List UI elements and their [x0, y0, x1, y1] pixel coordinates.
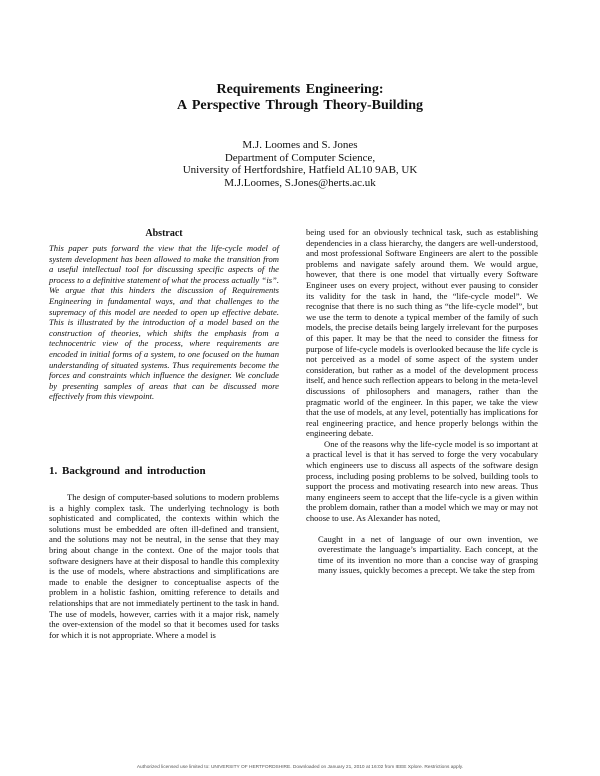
- right-paragraph-2: One of the reasons why the life-cycle model is so important at a practical level is that it has served to forge the very vocabulary which engineers use to discuss all aspects of the software design process, including posing problems to be solved, building tools to support the process and motivating research into new areas. Thus many engineers seem to accept that the life-cycle is a given within the problem domain, rather than a model which we may or may not choose to use. As Alexander has noted,: [306, 438, 538, 524]
- abstract-heading: Abstract: [145, 228, 183, 239]
- authors: M.J. Loomes and S. Jones: [242, 139, 358, 151]
- author-block: [0, 139, 600, 189]
- department: Department of Computer Science,: [224, 151, 376, 164]
- abstract-text: This paper puts forward the view that the life-cycle model of system development has been allowed to make the transition from a useful intellectual tool for discussing specific aspects of the process to a definitive statement of what the process actually “is”. We argue that this hinders the discussion of Requirements Engineering in fundamental ways, and that challenges to the supremacy of this model are needed to open up effective debate. This is illustrated by the introduction of a model based on the construction of theories, which shifts the emphasis from a technocentric view of the process, where requirements are encoded in initial forms of a system, to one focused on the human understanding of situated systems. Thus requirements become the forces and constraints which influence the designer. We conclude by presenting samples of areas that can be discussed more effectively from this viewpoint.: [49, 243, 279, 402]
- intro-paragraph: The design of computer-based solutions to modern problems is a highly complex task. The underlying technology is both sophisticated and complicated, the contexts within which the solutions must be embedded are often ill-defined and transient, and the solutions may not be neutral, in the sense that they may bring about change in the context. One of the major tools that software designers have at their disposal to handle this complexity is the use of models, where abstractions and simplifications are made to enable the designer to conceptualise aspects of the problem in a holistic fashion, omitting reference to details and relationships that are not immediately pertinent to the task in hand. The use of models, however, carries with it a major risk, namely the over-extension of the model so that it becomes used for tasks for which it is not appropriate. Where a model is: [49, 492, 279, 640]
- block-quote: Caught in a net of language of our own invention, we overestimate the language’s impartiality. Each concept, at the time of its invention no more than a concise way of grasping many issues, quickly becomes a precept. We take the step from: [318, 533, 538, 576]
- emails: M.J.Loomes, S.Jones@herts.ac.uk: [224, 176, 376, 189]
- paper-title-line1: Requirements Engineering:: [216, 82, 384, 97]
- section-heading: 1. Background and introduction: [49, 465, 206, 477]
- right-paragraph-1: being used for an obviously technical task, such as establishing dependencies in a class hierarchy, the dangers are well-understood, and most professional Software Engineers are alert to the possible problems and navigate safely around them. We would argue, however, that there is one model that virtually every Software Engineer uses on every project, without ever pausing to consider its validity for the task in hand, the “life-cycle model”. We recognise that there is no such thing as “the life-cycle model”, but we use the term to denote a typical member of the family of such models, the precise details being largely irrelevant for the purposes of this paper. It may be that the need to consider the fitness for purpose of life-cycle models is overlooked because the life cycle is not perceived as a model of some aspect of the system under consideration, but rather as a model of the development process itself, and hence such reflection appears to belong in the meta-level discussions of philosophers and managers, rather than the pragmatic world of the engineer. In this paper, we take the view that the use of models, at any level, potentially has implications for real engineering practice, and hence properly belongs within the engineering debate.: [306, 227, 538, 439]
- license-footer: Authorized licensed use limited to: UNIVERSITY OF HERTFORDSHIRE. Downloaded on January 21, 2010 at 16:02 from IEEE Xplore. Restrictions apply.: [136, 765, 464, 770]
- paper-title-line2: A Perspective Through Theory-Building: [177, 98, 423, 113]
- university: University of Hertfordshire, Hatfield AL10 9AB, UK: [182, 164, 418, 176]
- right-column: [306, 227, 538, 576]
